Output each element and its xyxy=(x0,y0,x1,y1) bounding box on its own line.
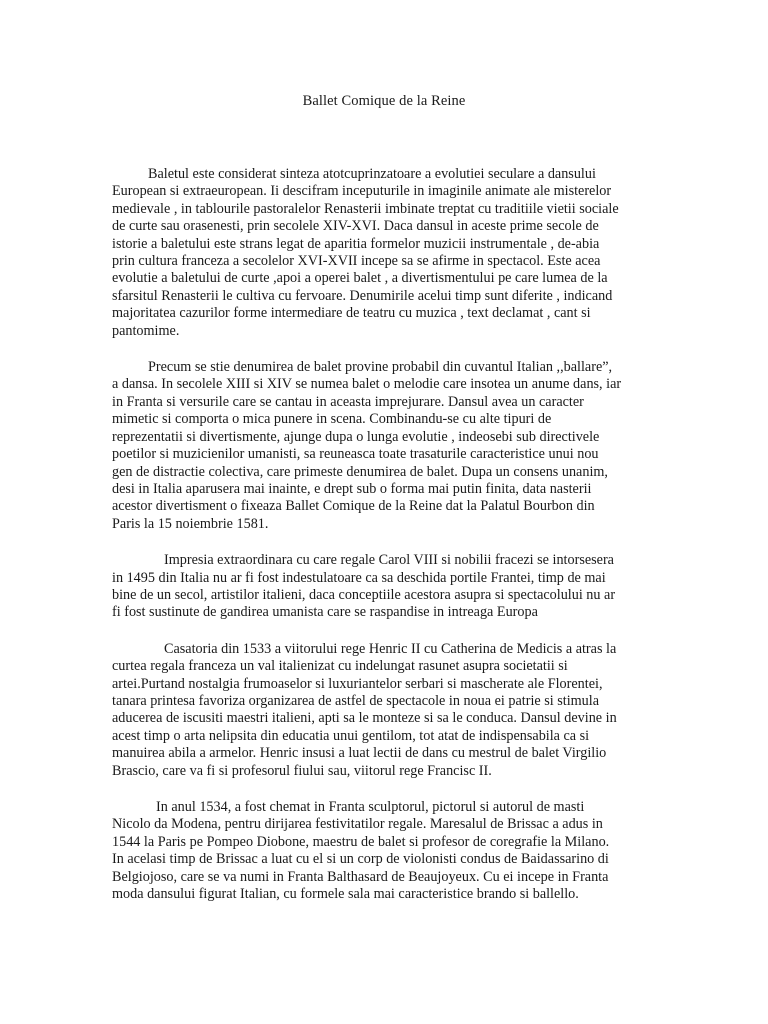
text-line: artei.Purtand nostalgia frumoaselor si luxuriantelor serbari si mascherate ale Florentei, xyxy=(112,675,603,692)
text-line: majoritatea cazurilor forme intermediare de teatru cu muzica , text declamat , cant si xyxy=(112,305,591,322)
text-line: Belgiojoso, care se va numi in Franta Balthasard de Beaujoyeux. Cu ei incepe in Franta xyxy=(112,868,609,885)
text-line: In anul 1534, a fost chemat in Franta sculptorul, pictorul si autorul de masti xyxy=(156,799,585,815)
text-line: In acelasi timp de Brissac a luat cu el si un corp de violonisti condus de Baidassarino di xyxy=(112,851,609,868)
text-line: gen de distractie colectiva, care primeste denumirea de balet. Dupa un consens unanim, xyxy=(112,463,608,480)
text-line: Paris la 15 noiembrie 1581. xyxy=(112,515,269,532)
text-line: reprezentatii si divertismente, ajunge dupa o lunga evolutie , indeosebi sub directivele xyxy=(112,428,600,445)
text-line: mimetic si comporta o mica punere in scena. Combinandu-se cu alte tipuri de xyxy=(112,411,552,428)
text-line: sfarsitul Renasterii le cultiva cu fervoare. Denumirile acelui timp sunt diferite , indicand xyxy=(112,287,613,304)
text-line: fi fost sustinute de gandirea umanista care se raspandise in intreaga Europa xyxy=(112,604,538,621)
paragraph-1 xyxy=(112,166,678,340)
text-line: European si extraeuropean. Ii descifram inceputurile in imaginile animate ale misterelor xyxy=(112,183,612,200)
text-line: desi in Italia aparusera mai inainte, e drept sub o forma mai putin finita, data nasterii xyxy=(112,480,592,497)
text-line: 1544 la Paris pe Pompeo Diobone, maestru de balet si profesor de coregrafie la Milano. xyxy=(112,833,610,850)
text-line: a dansa. In secolele XIII si XIV se numea balet o melodie care insotea un anume dans, iar xyxy=(112,376,622,393)
text-line: Impresia extraordinara cu care regale Carol VIII si nobilii fracezi se intorsesera xyxy=(164,552,614,569)
text-line: Casatoria din 1533 a viitorului rege Henric II cu Catherina de Medicis a atras la xyxy=(164,640,617,657)
paragraph-5 xyxy=(112,799,678,903)
text-line: prin cultura franceza a secolelor XVI-XVII incepe sa se afirme in spectacol. Este acea xyxy=(112,253,601,270)
text-line: istorie a baletului este strans legat de aparitia formelor muzicii instrumentale , de-abia xyxy=(112,235,600,252)
text-line: moda dansului figurat Italian, cu formele sala mai caracteristice brando si ballello. xyxy=(112,886,579,903)
document-title: Ballet Comique de la Reine xyxy=(302,93,466,109)
text-line: evolutie a baletului de curte ,apoi a operei balet , a divertismentului pe care lumea de la xyxy=(112,270,608,287)
text-line: curtea regala franceza un val italienizat cu indelungat rasunet asupra societatii si xyxy=(112,658,568,675)
text-line: pantomime. xyxy=(112,322,180,339)
paragraph-3 xyxy=(112,552,678,622)
text-line: poetilor si muzicienilor umanisti, sa reuneasca toate trasaturile caracteristice unui nou xyxy=(112,446,599,463)
text-line: in 1495 din Italia nu ar fi fost indestulatoare ca sa deschida portile Frantei, timp de mai xyxy=(112,569,606,586)
text-line: in Franta si versurile care se cantau in aceasta imprejurare. Dansul avea un caracter xyxy=(112,393,584,410)
text-line: manuirea abila a armelor. Henric insusi a luat lectii de dans cu mestrul de balet Virgilio xyxy=(112,745,607,762)
text-line: acest timp o arta nelipsita din educatia unui gentilom, tot atat de indispensabila ca si xyxy=(112,727,590,744)
text-line: medievale , in tablourile pastoralelor Renasterii imbinate treptat cu traditiile vietii sociale xyxy=(112,200,619,217)
text-line: Baletul este considerat sinteza atotcuprinzatoare a evolutiei seculare a dansului xyxy=(148,166,596,182)
text-line: bine de un secol, artistilor italieni, daca conceptiile acestora asupra si spectacolului nu ar xyxy=(112,586,616,603)
text-line: tanara printesa favoriza organizarea de astfel de spectacole in noua ei patrie si stimula xyxy=(112,692,600,709)
text-line: Brascio, care va fi si profesorul fiului sau, viitorul rege Francisc II. xyxy=(112,762,492,779)
text-line: acestor divertisment o fixeaza Ballet Comique de la Reine dat la Palatul Bourbon din xyxy=(112,498,595,515)
text-line: Nicolo da Modena, pentru dirijarea festivitatilor regale. Maresalul de Brissac a adus in xyxy=(112,816,603,833)
text-line: Precum se stie denumirea de balet provine probabil din cuvantul Italian ,,ballare”, xyxy=(148,359,613,376)
paragraph-4 xyxy=(112,641,678,780)
paragraph-2 xyxy=(112,359,678,533)
text-line: de curte sau orasenesti, prin secolele XIV-XVI. Daca dansul in aceste prime secole de xyxy=(112,218,599,235)
document-body xyxy=(112,166,678,922)
text-line: aducerea de iscusiti maestri italieni, apti sa le monteze si sa le conduca. Dansul devine in xyxy=(112,710,617,727)
